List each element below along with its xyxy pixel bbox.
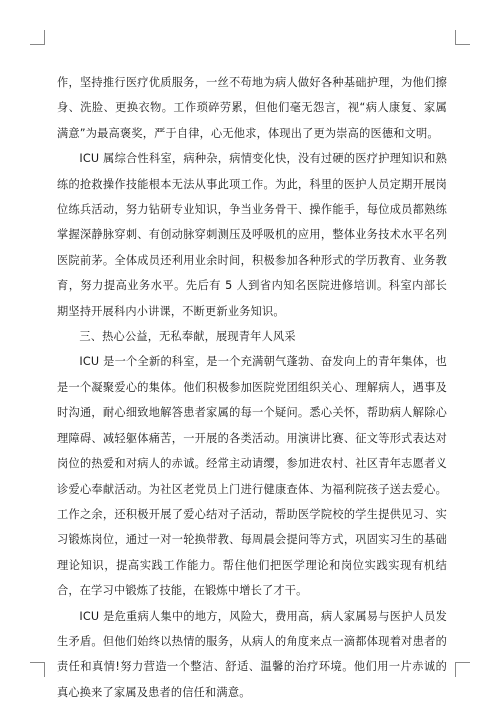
paragraph-continuation: 作，坚持推行医疗优质服务，一丝不苟地为病人做好各种基础护理，为他们擦身、洗脸、更换衣物。工作琐碎劳累，但他们毫无怨言，视“病人康复、家属满意”为最高褒奖，严于自律，心无他求，体现出了更为崇高的医德和文明。 — [57, 76, 447, 140]
crop-mark-bottom-right — [455, 662, 470, 677]
paragraph-icu-skills: ICU 属综合性科室，病种杂，病情变化快，没有过硬的医疗护理知识和熟练的抢救操作技能根本无法从事此项工作。为此，科里的医护人员定期开展岗位练兵活动，努力钻研专业知识，争当业务骨干、操作能手，每位成员都熟练掌握深静脉穿刺、有创动脉穿刺测压及呼吸机的应用，整体业务技术水平名列医院前茅。全体成员还利用业余时间，积极参加各种形式的学历教育、业务教育，努力提高业务水平。先后有 5 人到省内知名医院进修培训。科室内部长期坚持开展科内小讲课，不断更新业务知识。 — [57, 152, 447, 318]
paragraph-icu-new-department: ICU 是一个全新的科室，是一个充满朝气蓬勃、奋发向上的青年集体，也是一个凝聚爱心的集体。他们积极参加医院党团组织关心、理解病人，遇事及时沟通，耐心细致地解答患者家属的每一个疑问。悉心关怀，帮助病人解除心理障碍、减轻躯体痛苦，一开展的各类活动。用演讲比赛、征文等形式表达对岗位的热爱和对病人的赤诚。经常主动请缨，参加进农村、社区青年志愿者义诊爱心奉献活动。为社区老党员上门进行健康查体、为福利院孩子送去爱心。工作之余，还积极开展了爱心结对子活动，帮助医学院校的学生提供见习、实习锻炼岗位，通过一对一轮换带教、每周晨会提问等方式，巩固实习生的基础理论知识，提高实践工作能力。帮住他们把医学理论和岗位实践实现有机结合，在学习中锻炼了技能，在锻炼中增长了才干。 — [57, 355, 447, 598]
crop-mark-top-left — [30, 30, 45, 45]
paragraph-icu-critical-patients: ICU 是危重病人集中的地方，风险大，费用高，病人家属易与医护人员发生矛盾。但他们始终以热情的服务，从病人的角度来点一滴都体现着对患者的责任和真情!努力营造一个整洁、舒适、温馨的治疗环境。他们用一片赤诚的真心换来了家属及患者的信任和满意。 — [57, 609, 447, 699]
document-body — [57, 70, 447, 705]
section-heading: 三、热心公益，无私奉献，展现青年人风采 — [79, 330, 296, 344]
crop-mark-top-right — [455, 30, 470, 45]
crop-mark-bottom-left — [30, 662, 45, 677]
